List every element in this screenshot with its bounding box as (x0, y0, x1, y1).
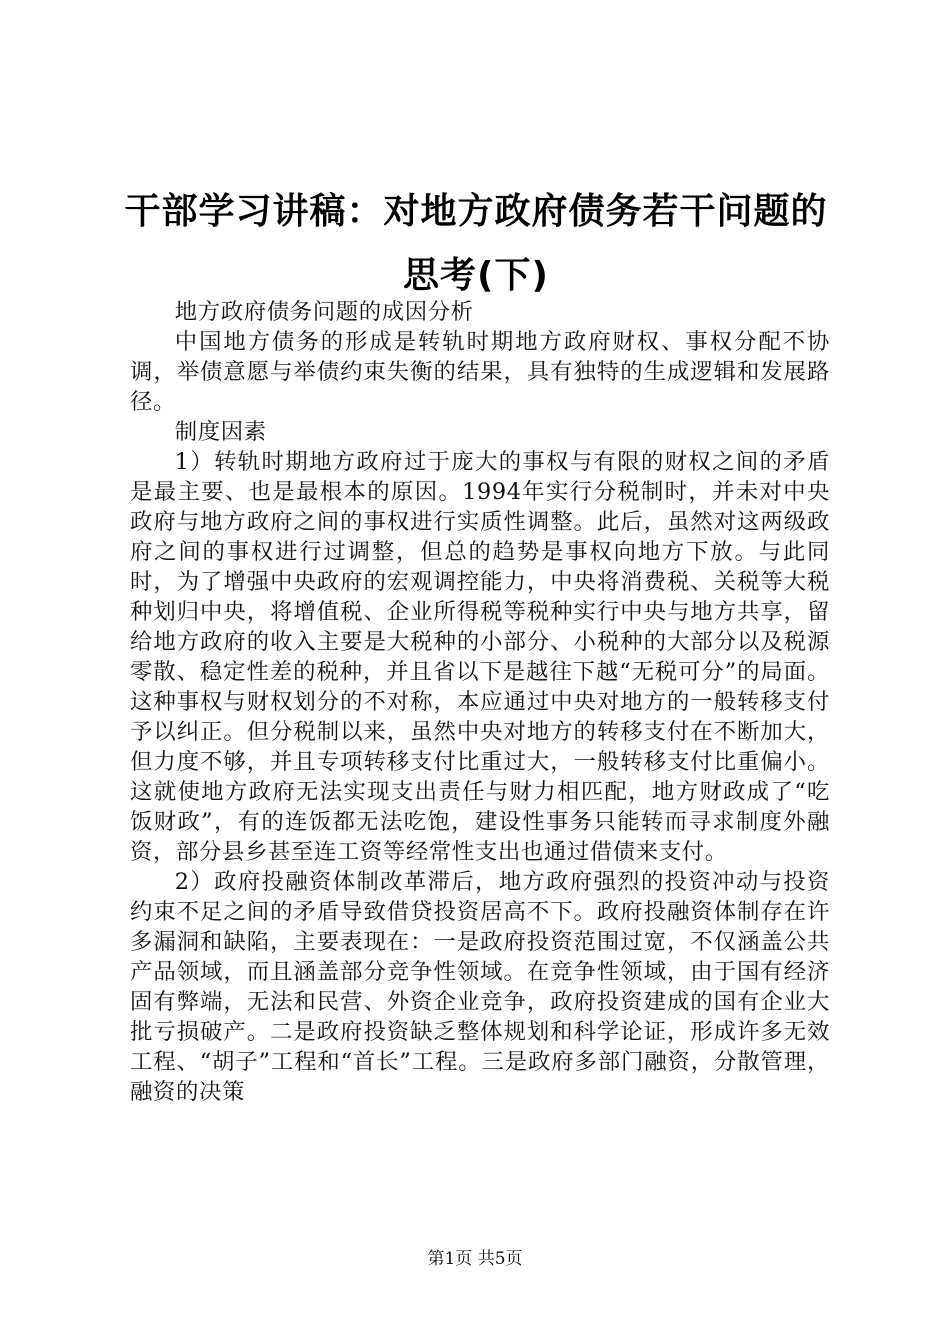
section-heading: 地方政府债务问题的成因分析 (174, 299, 474, 325)
body-paragraph: 中国地方债务的形成是转轨时期地方政府财权、事权分配不协调，举债意愿与举债约束失衡的结果，具有独特的生成逻辑和发展路径。 (130, 329, 830, 415)
document-body (130, 297, 830, 1107)
body-paragraph: 2）政府投融资体制改革滞后，地方政府强烈的投资冲动与投资约束不足之间的矛盾导致借贷投资居高不下。政府投融资体制存在许多漏洞和缺陷，主要表现在：一是政府投资范围过宽，不仅涵盖公共产品领域，而且涵盖部分竞争性领域。在竞争性领域，由于国有经济固有弊端，无法和民营、外资企业竞争，政府投资建成的国有企业大批亏损破产。二是政府投资缺乏整体规划和科学论证，形成许多无效工程、“胡子”工程和“首长”工程。三是政府多部门融资，分散管理，融资的决策 (130, 869, 830, 1105)
body-paragraph: 1）转轨时期地方政府过于庞大的事权与有限的财权之间的矛盾是最主要、也是最根本的原因。1994年实行分税制时，并未对中央政府与地方政府之间的事权进行实质性调整。此后，虽然对这两级政府之间的事权进行过调整，但总的趋势是事权向地方下放。与此同时，为了增强中央政府的宏观调控能力，中央将消费税、关税等大税种划归中央，将增值税、企业所得税等税种实行中央与地方共享，留给地方政府的收入主要是大税种的小部分、小税种的大部分以及税源零散、稳定性差的税种，并且省以下是越往下越“无税可分”的局面。这种事权与财权划分的不对称，本应通过中央对地方的一般转移支付予以纠正。但分税制以来，虽然中央对地方的转移支付在不断加大，但力度不够，并且专项转移支付比重过大，一般转移支付比重偏小。这就使地方政府无法实现支出责任与财力相匹配，地方财政成了“吃饭财政”，有的连饭都无法吃饱，建设性事务只能转而寻求制度外融资，部分县乡甚至连工资等经常性支出也通过借债来支付。 (130, 449, 830, 865)
document-title: 干部学习讲稿：对地方政府债务若干问题的思考(下) (124, 191, 828, 296)
page-footer: 第1页 共5页 (427, 1249, 523, 1269)
section-heading: 制度因素 (174, 419, 267, 445)
